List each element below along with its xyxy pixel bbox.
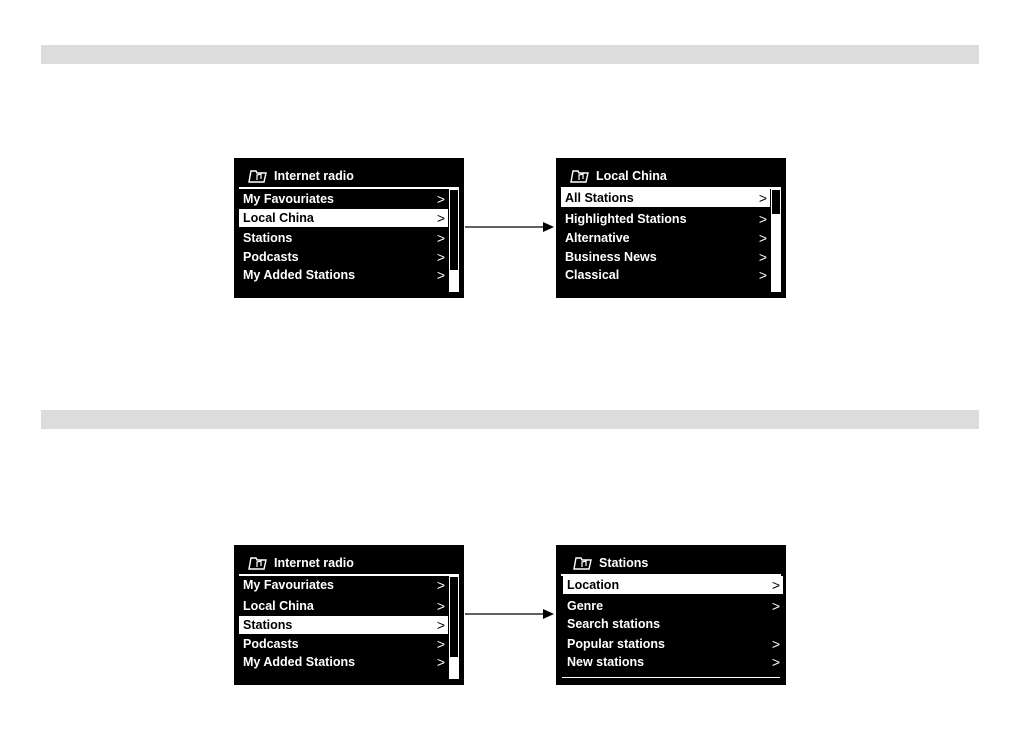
chevron-right-icon: > [771,654,780,670]
chevron-right-icon: > [436,617,445,633]
chevron-right-icon: > [758,249,767,265]
chevron-right-icon: > [758,230,767,246]
scrollbar-thumb[interactable] [450,657,458,679]
chevron-right-icon: > [771,598,780,614]
right-arrow-icon [465,608,555,620]
chevron-right-icon: > [436,577,445,593]
chevron-right-icon: > [758,211,767,227]
section-band-top [41,45,979,64]
menu-item-location[interactable]: Location > [563,576,783,594]
menu-item-genre[interactable]: Genre > [567,598,780,614]
screen-header [573,554,648,572]
music-folder-icon [248,556,268,570]
menu-item-all-stations[interactable]: All Stations > [561,189,770,207]
chevron-right-icon: > [436,191,445,207]
chevron-right-icon: > [436,598,445,614]
music-folder-icon [573,556,593,570]
menu-item-my-favouriates[interactable]: My Favouriates > [243,577,445,593]
music-folder-icon [248,169,268,183]
right-arrow-icon [465,221,555,233]
chevron-right-icon: > [758,267,767,283]
scrollbar[interactable] [449,189,459,292]
screen-title: Stations [599,556,649,570]
menu-item-popular-stations[interactable]: Popular stations > [567,636,780,652]
menu-item-business-news[interactable]: Business News > [565,249,767,265]
chevron-right-icon: > [436,654,445,670]
menu-item-podcasts[interactable]: Podcasts > [243,249,445,265]
menu-item-stations[interactable]: Stations > [243,230,445,246]
menu-item-my-favouriates[interactable]: My Favouriates > [243,191,445,207]
screen-title: Internet radio [274,556,354,570]
chevron-right-icon: > [771,577,780,593]
header-divider [239,187,459,189]
menu-item-classical[interactable]: Classical > [565,267,767,283]
menu-item-alternative[interactable]: Alternative > [565,230,767,246]
chevron-right-icon: > [436,636,445,652]
menu-item-new-stations[interactable]: New stations > [567,654,780,670]
menu-item-local-china[interactable]: Local China > [243,598,445,614]
menu-item-my-added-stations[interactable]: My Added Stations > [243,654,445,670]
menu-item-stations[interactable]: Stations > [239,616,448,634]
scrollbar-thumb[interactable] [772,214,780,292]
music-folder-icon [570,169,590,183]
stations-screen [556,545,786,685]
screen-header [570,167,667,185]
scrollbar-thumb[interactable] [450,270,458,292]
local-china-screen [556,158,786,298]
menu-item-my-added-stations[interactable]: My Added Stations > [243,267,445,283]
chevron-right-icon: > [436,249,445,265]
chevron-right-icon: > [436,230,445,246]
internet-radio-screen [234,158,464,298]
chevron-right-icon: > [758,190,767,206]
menu-item-local-china[interactable]: Local China > [239,209,448,227]
chevron-right-icon: > [771,636,780,652]
chevron-right-icon: > [436,267,445,283]
bottom-divider [562,677,780,678]
menu-item-podcasts[interactable]: Podcasts > [243,636,445,652]
screen-header [248,554,354,572]
chevron-right-icon: > [436,210,445,226]
screen-title: Local China [596,169,667,183]
internet-radio-screen [234,545,464,685]
section-band-bottom [41,410,979,429]
screen-title: Internet radio [274,169,354,183]
screen-header [248,167,354,185]
scrollbar[interactable] [771,189,781,292]
scrollbar[interactable] [449,576,459,679]
menu-item-search-stations[interactable]: Search stations [567,617,661,631]
menu-item-highlighted-stations[interactable]: Highlighted Stations > [565,211,767,227]
